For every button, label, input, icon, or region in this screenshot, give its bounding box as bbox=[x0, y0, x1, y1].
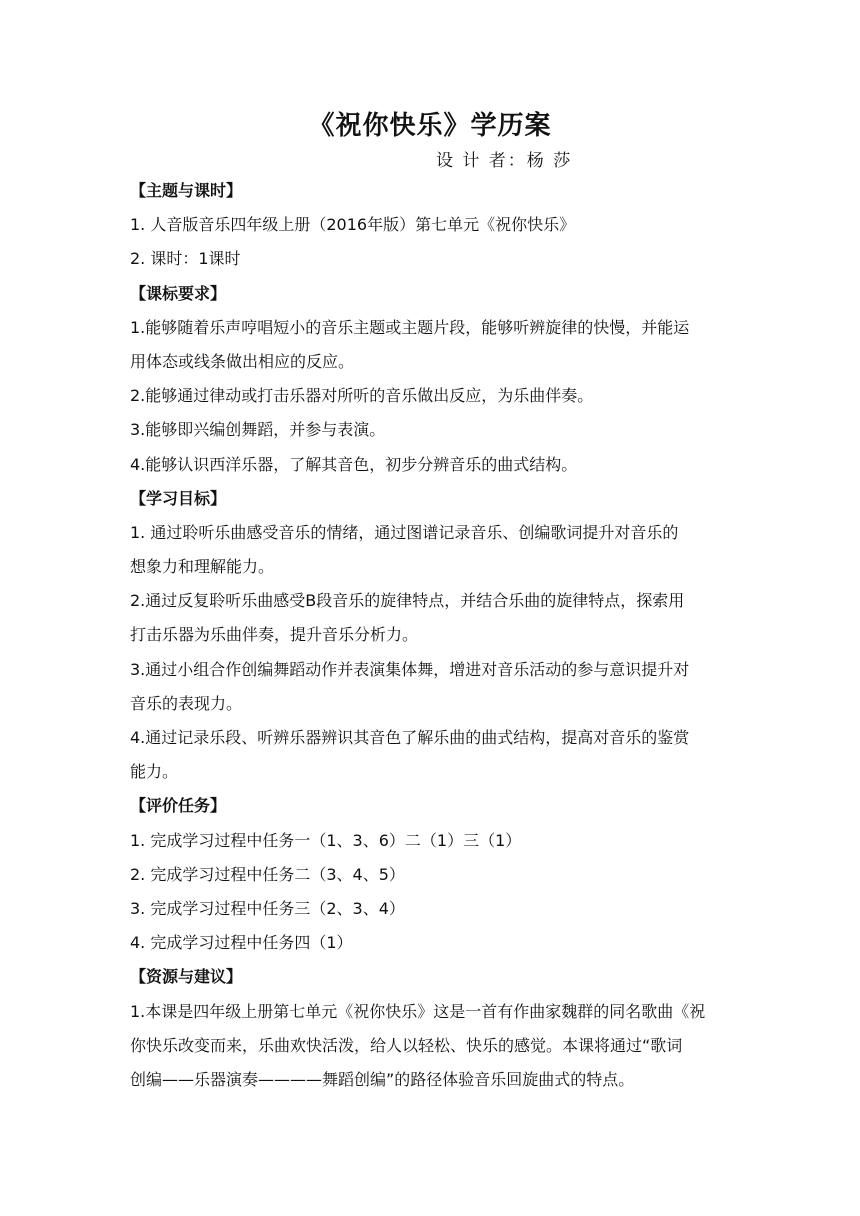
section-heading: 【资源与建议】 bbox=[130, 967, 243, 987]
paragraph-line: 3.能够即兴编创舞蹈，并参与表演。 bbox=[130, 420, 386, 440]
section-heading: 【学习目标】 bbox=[130, 488, 227, 508]
paragraph-line: 4. 完成学习过程中任务四（1） bbox=[130, 933, 353, 953]
paragraph-line: 你快乐改变而来，乐曲欢快活泼，给人以轻松、快乐的感觉。本课将通过“歌词 bbox=[130, 1035, 683, 1055]
paragraph-line: 用体态或线条做出相应的反应。 bbox=[130, 351, 355, 371]
paragraph-line: 想象力和理解能力。 bbox=[130, 557, 275, 577]
paragraph-line: 创编——乐器演奏————舞蹈创编”的路径体验音乐回旋曲式的特点。 bbox=[130, 1069, 635, 1089]
paragraph-line: 1. 通过聆听乐曲感受音乐的情绪，通过图谱记录音乐、创编歌词提升对音乐的 bbox=[130, 522, 679, 542]
paragraph-line: 音乐的表现力。 bbox=[130, 693, 243, 713]
document-title: 《祝你快乐》学历案 bbox=[308, 111, 552, 141]
paragraph-line: 3. 完成学习过程中任务三（2、3、4） bbox=[130, 898, 405, 918]
section-heading: 【课标要求】 bbox=[130, 283, 227, 303]
paragraph-line: 能力。 bbox=[130, 762, 179, 782]
paragraph-line: 2. 课时：1课时 bbox=[130, 249, 241, 269]
paragraph-line: 1. 完成学习过程中任务一（1、3、6）二（1）三（1） bbox=[130, 830, 522, 850]
paragraph-line: 1. 人音版音乐四年级上册（2016年版）第七单元《祝你快乐》 bbox=[130, 215, 576, 235]
paragraph-line: 2.能够通过律动或打击乐器对所听的音乐做出反应，为乐曲伴奏。 bbox=[130, 386, 594, 406]
paragraph-line: 打击乐器为乐曲伴奏，提升音乐分析力。 bbox=[130, 625, 419, 645]
paragraph-line: 2. 完成学习过程中任务二（3、4、5） bbox=[130, 864, 405, 884]
section-heading: 【主题与课时】 bbox=[130, 181, 243, 200]
document-body bbox=[130, 174, 732, 1097]
author-line: 设 计 者：杨 莎 bbox=[436, 151, 573, 171]
paragraph-line: 3.通过小组合作创编舞蹈动作并表演集体舞，增进对音乐活动的参与意识提升对 bbox=[130, 659, 690, 679]
paragraph-line: 4.通过记录乐段、听辨乐器辨识其音色了解乐曲的曲式结构，提高对音乐的鉴赏 bbox=[130, 728, 690, 747]
paragraph-line: 4.能够认识西洋乐器，了解其音色，初步分辨音乐的曲式结构。 bbox=[130, 454, 578, 474]
section-heading: 【评价任务】 bbox=[130, 796, 227, 816]
paragraph-line: 1.能够随着乐声哼唱短小的音乐主题或主题片段，能够听辨旋律的快慢，并能运 bbox=[130, 317, 690, 337]
paragraph-line: 2.通过反复聆听乐曲感受B段音乐的旋律特点，并结合乐曲的旋律特点，探索用 bbox=[130, 591, 685, 611]
paragraph-line: 1.本课是四年级上册第七单元《祝你快乐》这是一首有作曲家魏群的同名歌曲《祝 bbox=[130, 1001, 706, 1021]
